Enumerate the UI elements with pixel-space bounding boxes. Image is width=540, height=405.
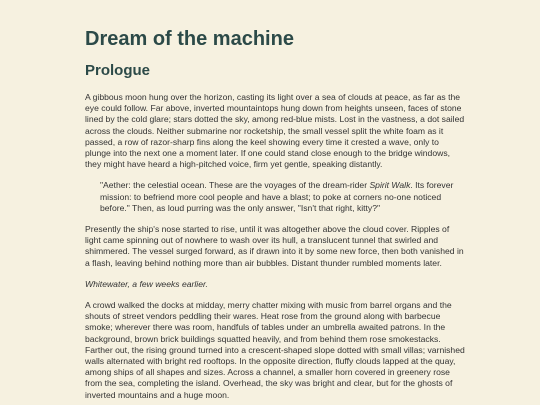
paragraph-moon: A gibbous moon hung over the horizon, casting its light over a sea of clouds at peace, as far as the eye could follow. Far above, inverted mountaintops hung down from heights unseen, faces of stone lined by the cold glare; stars dotted the sky, among red-blue mists. Lost in the vastness, a dot sailed across the clouds. Neither submarine nor rocketship, the small vessel split the white foam as it passed, a row of razor-sharp fins along the keel showing every time it crested a wave, only to plunge into the next one a moment later. If one could stand close enough to the bridge windows, they might have heard a high-pitched voice, firm yet gentle, speaking distantly.	[85, 92, 465, 170]
scene-break: Whitewater, a few weeks earlier.	[85, 278, 208, 289]
paragraph-ship-rise: Presently the ship's nose started to rise, until it was altogether above the cloud cover. Ripples of light came spinning out of nowhere to wash over its hull, a translucent tunnel that swirled and shimmered. The vessel surged forward, as if drawn into it by some new force, then both vanished in a flash, leaving behind nothing more than air bubbles. Distant thunder rumbled moments later.	[85, 224, 464, 268]
quote-text-end: . Its forever mission: to befriend more cool people and have a blast; to poke at corners no-one noticed before." Then, as loud purring was the only answer, "Isn't that right, kitty?"	[100, 180, 454, 213]
quote-text-start: "Aether: the celestial ocean. These are the voyages of the dream-rider	[100, 180, 370, 191]
ship-name: Spirit Walk	[369, 180, 411, 191]
document-content	[85, 26, 465, 401]
chapter-heading: Prologue	[85, 62, 151, 79]
paragraph-docks: A crowd walked the docks at midday, merry chatter mixing with music from barrel organs and the shouts of street vendors peddling their wares. Heat rose from the ground along with barbecue smoke; wherever there was room, handfuls of tables under an umbrella awaited patrons. In the background, brown brick buildings squatted heavily, and from behind them rose smokestacks. Farther out, the rising ground turned into a crescent-shaped slope dotted with small villas; varnished walls alternated with bright red rooftops. In the opposite direction, fluffy clouds lapped at the quay, among ships of all shapes and sizes. Across a channel, a smaller horn covered in greenery rose from the sea, completing the island. Overhead, the sky was bright and clear, but for the ghosts of inverted mountains and a huge moon.	[85, 300, 465, 400]
ship-log-quote	[100, 180, 454, 214]
page-title: Dream of the machine	[85, 28, 294, 50]
